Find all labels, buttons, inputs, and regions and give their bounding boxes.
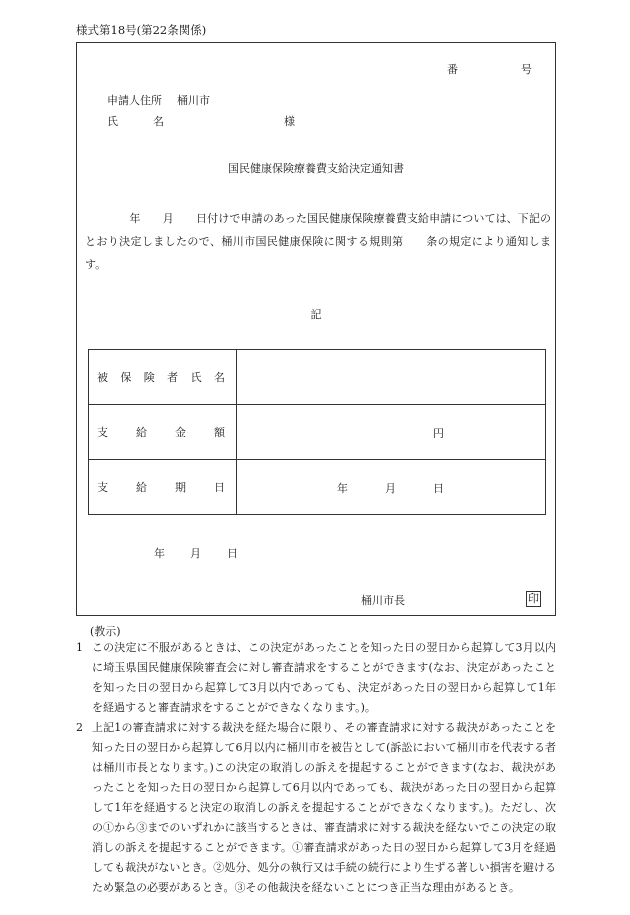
label-char: 給 (136, 426, 147, 439)
instructions-heading: (教示) (90, 625, 121, 638)
payment-date-value (237, 460, 546, 515)
label-char: 名 (213, 371, 225, 384)
name-label-2: 名 (153, 115, 164, 128)
applicant-address-value: 桶川市 (177, 94, 210, 107)
month-unit: 月 (385, 482, 396, 495)
table-row (89, 405, 546, 460)
list-item (76, 718, 556, 898)
item-number: 2 (76, 721, 83, 734)
date-month: 月 (190, 547, 201, 560)
number-label: 番 (447, 63, 458, 76)
insured-name-value (237, 350, 546, 405)
mayor-title: 桶川市長 (361, 594, 405, 607)
label-char: 給 (136, 481, 147, 494)
applicant-address-label: 申請人住所 (107, 94, 162, 107)
label-char: 金 (175, 426, 186, 439)
notice-frame (76, 42, 556, 616)
notice-body: 年 月 日付けで申請のあった国民健康保険療養費支給申請については、下記のとおり決定しましたので、桶川市国民健康保険に関する規則第 条の規定により通知します。 (85, 212, 551, 271)
label-char: 険 (143, 371, 155, 384)
label-char: 額 (214, 426, 225, 439)
yen-unit: 円 (433, 427, 444, 440)
honorific: 様 (284, 115, 295, 128)
name-label-1: 氏 (107, 115, 118, 128)
number-suffix: 号 (521, 63, 532, 76)
insured-name-label (89, 350, 237, 405)
document-title: 国民健康保険療養費支給決定通知書 (228, 162, 404, 175)
label-char: 期 (175, 481, 186, 494)
instructions-list (76, 638, 556, 898)
date-year: 年 (154, 547, 165, 560)
decision-table (88, 349, 546, 515)
item-text: この決定に不服があるときは、この決定があったことを知った日の翌日から起算して3月以内に埼玉県国民健康保険審査会に対し審査請求をすることができます(なお、決定があったことを知った日の翌日から起算して3月以内であっても、決定があった日の翌日から起算して1年を経過すると審査請求をすることができなくなります。)。 (92, 641, 556, 714)
list-item (76, 638, 556, 718)
day-unit: 日 (433, 482, 444, 495)
amount-label (89, 405, 237, 460)
label-char: 日 (214, 481, 225, 494)
item-number: 1 (76, 641, 83, 654)
table-row (89, 460, 546, 515)
label-char: 者 (167, 371, 179, 384)
form-number-label: 様式第18号(第22条関係) (76, 23, 207, 37)
label-char: 支 (97, 481, 108, 494)
table-row (89, 350, 546, 405)
item-text: 上記1の審査請求に対する裁決を経た場合に限り、その審査請求に対する裁決があったことを知った日の翌日から起算して6月以内に桶川市を被告として(訴訟において桶川市を代表する者は桶川市長となります。)この決定の取消しの訴えを提起することができます(なお、裁決があったことを知った日の翌日から起算して6月以内であっても、裁決があった日の翌日から起算して1年を経過すると決定の取消しの訴えを提起することができなくなります。)。ただし、次の①から③までのいずれかに該当するときは、審査請求に対する裁決を経ないでこの決定の取消しの訴えを提起することができます。①審査請求があった日の翌日から起算して3月を経過しても裁決がないとき。②処分、処分の執行又は手続の続行により生ずる著しい損害を避けるため緊急の必要があるとき。③その他裁決を経ないことにつき正当な理由があるとき。 (92, 721, 556, 894)
date-day: 日 (227, 547, 238, 560)
seal-icon: 印 (528, 592, 539, 605)
label-char: 支 (97, 426, 108, 439)
ki-label: 記 (310, 308, 322, 321)
label-char: 氏 (190, 371, 202, 384)
amount-value (237, 405, 546, 460)
payment-date-label (89, 460, 237, 515)
label-char: 被 (97, 371, 108, 384)
year-unit: 年 (337, 482, 348, 495)
label-char: 保 (120, 371, 132, 384)
